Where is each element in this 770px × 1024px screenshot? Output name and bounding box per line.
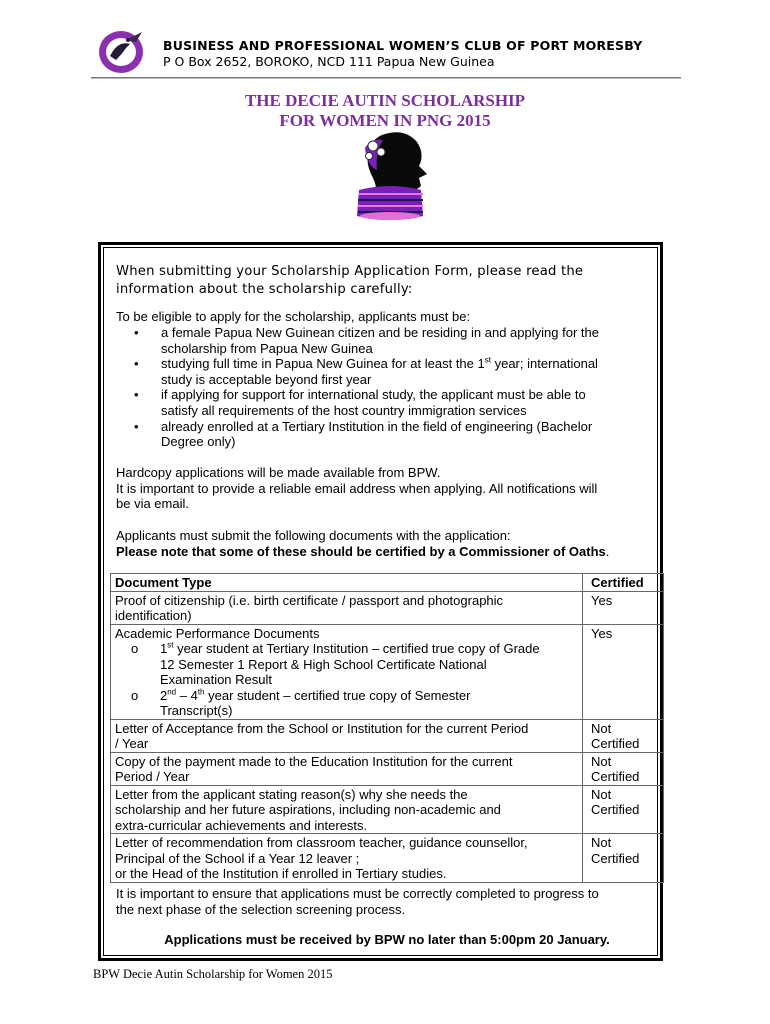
cert-cell (583, 785, 664, 834)
cell-line: Principal of the School if a Year 12 leaver ; (115, 850, 360, 866)
eligibility-item (134, 356, 654, 387)
hardcopy-paragraph (116, 465, 656, 512)
cell-line: Certified (591, 802, 640, 817)
item-line: study is acceptable beyond first year (161, 371, 372, 387)
cert-cell (583, 752, 664, 785)
doc-cell (111, 591, 583, 624)
certification-note: Please note that some of these should be certified by a Commissioner of Oaths (116, 543, 606, 559)
table-row (111, 785, 664, 834)
sub-bullet-icon: o (131, 687, 139, 703)
cell-line: Copy of the payment made to the Education Institution for the current (115, 753, 513, 769)
page-title-line2: FOR WOMEN IN PNG 2015 (279, 111, 491, 130)
intro-line: When submitting your Scholarship Application Form, please read the (116, 264, 584, 279)
paragraph-line: Applicants must submit the following documents with the application: (116, 528, 511, 543)
cell-line: Yes (591, 592, 613, 608)
bpw-logo (96, 26, 148, 76)
paragraph-line: Hardcopy applications will be made available from BPW. (116, 465, 441, 480)
cell-text: 1 (160, 641, 168, 656)
item-line (161, 356, 654, 372)
table-row (111, 834, 664, 883)
bullet-icon: • (134, 387, 139, 403)
cert-cell (583, 834, 664, 883)
intro-text (116, 263, 636, 299)
table-row (111, 591, 664, 624)
cell-line (160, 688, 578, 704)
header-text: Certified (591, 575, 644, 590)
bullet-icon: • (134, 325, 139, 340)
cell-line: Academic Performance Documents (115, 625, 320, 641)
cell-line: Period / Year (115, 769, 190, 784)
eligibility-item (134, 419, 654, 450)
cell-text: year student – certified true copy of Semester (204, 687, 471, 703)
doc-cell (111, 752, 583, 785)
cell-line: Certified (591, 850, 640, 866)
doc-cell (111, 834, 583, 883)
header-text: Document Type (115, 575, 212, 590)
page-footer: BPW Decie Autin Scholarship for Women 2015 (93, 967, 333, 981)
org-name: BUSINESS AND PROFESSIONAL WOMEN’S CLUB OF PORT MORESBY (163, 38, 643, 53)
cert-cell (583, 624, 664, 719)
table-row (111, 752, 664, 785)
item-line: satisfy all requirements of the host country immigration services (161, 402, 527, 418)
woman-silhouette-illustration (345, 130, 435, 222)
bullet-icon: • (134, 418, 139, 434)
eligibility-item (134, 387, 654, 418)
table-header-cert (583, 574, 664, 592)
cell-line: Letter of recommendation from classroom teacher, guidance counsellor, (115, 835, 528, 850)
cell-line: Certified (591, 769, 640, 784)
item-line: a female Papua New Guinean citizen and be residing in and applying for the (161, 325, 599, 340)
cell-line: Not (591, 753, 612, 769)
paragraph-line: It is important to ensure that applications must be correctly completed to progress to (116, 886, 599, 901)
cell-line: extra-curricular achievements and interests. (115, 817, 368, 833)
paragraph-line (116, 544, 656, 560)
cell-line: or the Head of the Institution if enrolled in Tertiary studies. (115, 866, 447, 881)
cell-line: identification) (115, 608, 192, 623)
page-title-line1: THE DECIE AUTIN SCHOLARSHIP (244, 91, 526, 110)
cell-text: – 4 (176, 687, 198, 703)
eligibility-lead: To be eligible to apply for the scholarship, applicants must be: (116, 309, 471, 324)
doc-cell (111, 719, 583, 752)
punctuation: . (605, 543, 610, 559)
table-row (111, 719, 664, 752)
table-header-doc (111, 574, 583, 592)
documents-table (110, 573, 664, 883)
item-text: studying full time in Papua New Guinea for at least the 1 (161, 356, 485, 372)
eligibility-list (134, 325, 654, 450)
cell-line: scholarship and her future aspirations, including non-academic and (115, 802, 501, 817)
cell-line: Yes (591, 625, 613, 641)
paragraph-line: the next phase of the selection screening process. (116, 901, 406, 917)
cell-line: Examination Result (160, 672, 272, 687)
cell-line: Transcript(s) (160, 703, 233, 718)
cell-text: year student at Tertiary Institution – certified true copy of Grade (173, 641, 540, 656)
header-divider (91, 77, 681, 79)
table-header-row (111, 574, 664, 592)
bullet-icon: • (134, 356, 139, 372)
eligibility-item (134, 325, 654, 356)
cell-text: 2 (160, 687, 168, 703)
doc-cell (111, 624, 583, 719)
cell-line: Proof of citizenship (i.e. birth certificate / passport and photographic (115, 592, 504, 608)
cell-line: Not (591, 786, 612, 802)
paragraph-line: be via email. (116, 496, 189, 511)
table-row (111, 624, 664, 719)
item-text: year; international (490, 356, 598, 372)
documents-intro (116, 528, 656, 559)
cell-line: / Year (115, 736, 149, 751)
superscript: nd (167, 687, 177, 697)
item-line: scholarship from Papua New Guinea (161, 340, 373, 356)
superscript: st (484, 355, 491, 365)
cell-line: Not (591, 835, 612, 850)
item-line: Degree only) (161, 434, 236, 450)
cert-cell (583, 719, 664, 752)
deadline-notice: Applications must be received by BPW no later than 5:00pm 20 January. (164, 932, 610, 947)
cell-line: Letter from the applicant stating reason(s) why she needs the (115, 786, 468, 802)
sub-item (115, 641, 578, 688)
cell-line: Not (591, 720, 612, 736)
sub-bullet-icon: o (131, 641, 139, 656)
cell-line: Letter of Acceptance from the School or Institution for the current Period (115, 720, 529, 736)
item-line: already enrolled at a Tertiary Institution in the field of engineering (Bachelor (161, 418, 593, 434)
cell-line: Certified (591, 736, 640, 751)
cell-line (160, 641, 578, 657)
item-line: if applying for support for international study, the applicant must be able to (161, 387, 586, 403)
cell-line: 12 Semester 1 Report & High School Certificate National (160, 656, 487, 672)
intro-line: information about the scholarship carefully: (116, 282, 413, 297)
cert-cell (583, 591, 664, 624)
superscript: th (197, 687, 205, 697)
closing-paragraph (116, 886, 656, 917)
paragraph-line: It is important to provide a reliable email address when applying. All notifications will (116, 480, 598, 496)
org-address: P O Box 2652, BOROKO, NCD 111 Papua New Guinea (163, 54, 495, 69)
doc-cell (111, 785, 583, 834)
superscript: st (167, 640, 174, 650)
sub-item (115, 688, 578, 719)
